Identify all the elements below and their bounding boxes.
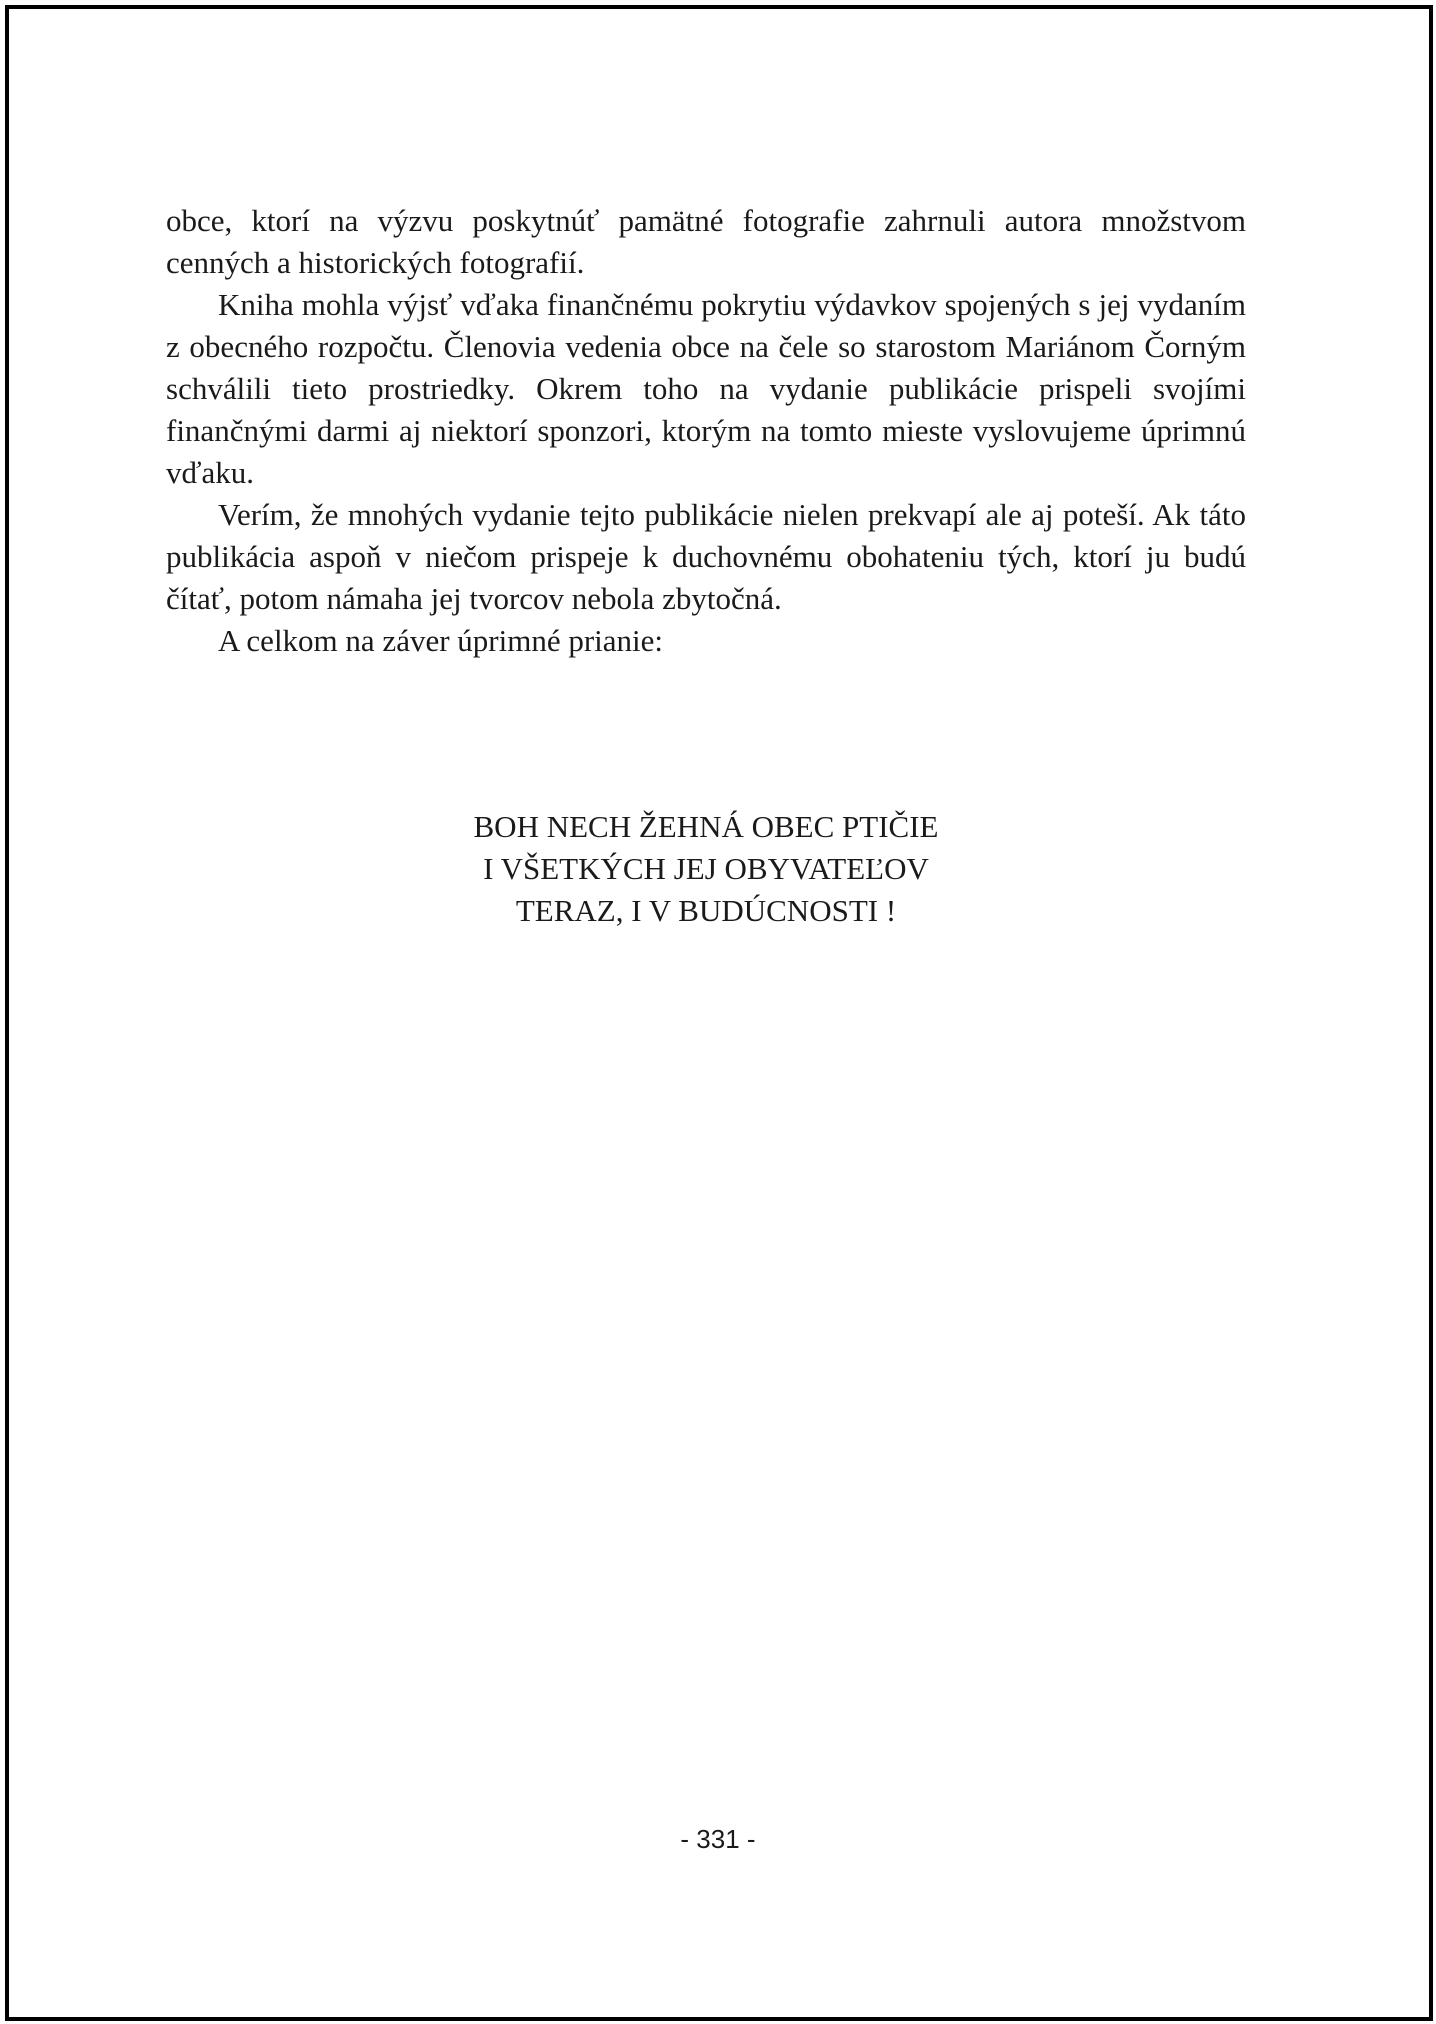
page-number: - 331 - [680,1824,756,1854]
paragraph-closing: A celkom na záver úprimné prianie: [218,623,664,658]
blessing-line: BOH NECH ŽEHNÁ OBEC PTIČIE [473,809,939,844]
blessing-line: I VŠETKÝCH JEJ OBYVATEĽOV [483,851,929,886]
paragraph-continuation: obce, ktorí na výzvu poskytnúť pamätné fotografie zahrnuli autora množstvom cenných a historických fotografií. [166,203,1246,280]
blessing-line: TERAZ, I V BUDÚCNOSTI ! [515,893,897,928]
body-text [166,200,1246,662]
blessing [166,806,1246,932]
paragraph-funding: Kniha mohla výjsť vďaka finančnému pokrytiu výdavkov spojených s jej vydaním z obecného rozpočtu. Členovia vedenia obce na čele so starostom Mariánom Čorným schválili tieto prostriedky. Okrem toho na vydanie publikácie prispeli svojími finančnými darmi aj niektorí sponzori, ktorým na tomto mieste vyslovujeme úprimnú vďaku. [166,287,1246,490]
paragraph-hope: Verím, že mnohých vydanie tejto publikácie nielen prekvapí ale aj poteší. Ak táto publikácia aspoň v niečom prispeje k duchovnému obohateniu tých, ktorí ju budú čítať, potom námaha jej tvorcov nebola zbytočná. [166,497,1246,616]
